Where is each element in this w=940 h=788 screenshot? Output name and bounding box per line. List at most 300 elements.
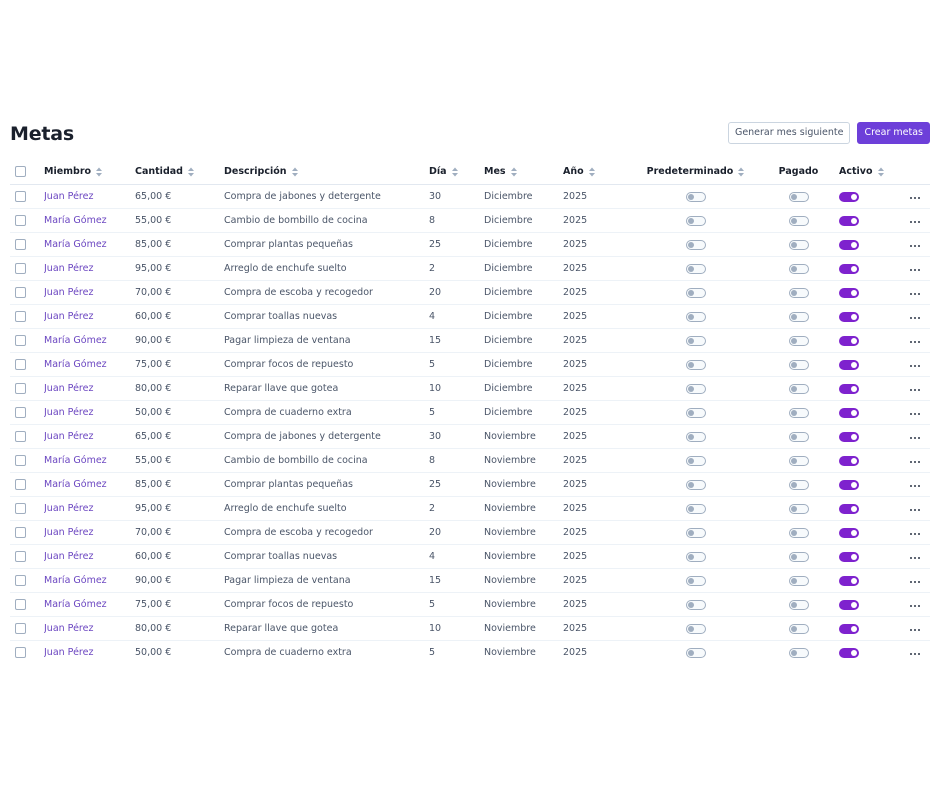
toggle-knob <box>791 626 797 632</box>
default-toggle[interactable] <box>686 336 706 346</box>
amount-cell: 60,00 € <box>135 545 224 569</box>
toggle-knob <box>688 578 694 584</box>
day-cell: 5 <box>429 353 484 377</box>
default-toggle[interactable] <box>686 480 706 490</box>
row-checkbox[interactable] <box>15 431 26 442</box>
more-horizontal-icon[interactable] <box>909 503 921 514</box>
amount-cell: 60,00 € <box>135 305 224 329</box>
more-horizontal-icon[interactable] <box>909 575 921 586</box>
active-toggle[interactable] <box>839 504 859 514</box>
paid-toggle[interactable] <box>789 240 809 250</box>
member-cell <box>44 425 135 449</box>
paid-toggle[interactable] <box>789 336 809 346</box>
row-select-cell <box>10 401 44 425</box>
amount-cell: 55,00 € <box>135 449 224 473</box>
day-cell: 25 <box>429 233 484 257</box>
sort-icon[interactable] <box>588 167 596 177</box>
actions-cell <box>900 593 930 617</box>
active-toggle[interactable] <box>839 624 859 634</box>
default-cell <box>624 449 768 473</box>
actions-cell <box>900 353 930 377</box>
default-cell <box>624 353 768 377</box>
default-toggle[interactable] <box>686 456 706 466</box>
amount-cell: 90,00 € <box>135 329 224 353</box>
active-cell <box>829 377 900 401</box>
member-link[interactable]: Juan Pérez <box>44 383 94 394</box>
more-horizontal-icon[interactable] <box>909 287 921 298</box>
active-cell <box>829 449 900 473</box>
member-link[interactable]: Juan Pérez <box>44 407 94 418</box>
month-cell: Noviembre <box>484 617 563 641</box>
day-cell: 2 <box>429 257 484 281</box>
member-cell <box>44 329 135 353</box>
paid-toggle[interactable] <box>789 408 809 418</box>
column-header-activo[interactable]: Activo <box>829 159 900 185</box>
more-horizontal-icon[interactable] <box>909 455 921 466</box>
table-body <box>10 185 930 665</box>
toggle-knob <box>851 362 857 368</box>
paid-toggle[interactable] <box>789 624 809 634</box>
toggle-knob <box>791 578 797 584</box>
more-horizontal-icon[interactable] <box>909 431 921 442</box>
year-cell: 2025 <box>563 545 624 569</box>
table-row <box>10 425 930 449</box>
toggle-knob <box>791 458 797 464</box>
default-toggle[interactable] <box>686 384 706 394</box>
active-toggle[interactable] <box>839 408 859 418</box>
create-goals-button[interactable]: Crear metas <box>857 122 930 144</box>
row-select-cell <box>10 257 44 281</box>
toggle-knob <box>688 506 694 512</box>
default-cell <box>624 401 768 425</box>
default-toggle[interactable] <box>686 216 706 226</box>
member-link[interactable]: María Gómez <box>44 239 107 250</box>
row-checkbox[interactable] <box>15 239 26 250</box>
row-checkbox[interactable] <box>15 287 26 298</box>
more-horizontal-icon[interactable] <box>909 551 921 562</box>
year-cell: 2025 <box>563 233 624 257</box>
default-cell <box>624 545 768 569</box>
description-cell: Compra de cuaderno extra <box>224 647 352 658</box>
toggle-knob <box>851 482 857 488</box>
month-cell: Noviembre <box>484 497 563 521</box>
day-cell: 5 <box>429 647 436 658</box>
more-horizontal-icon[interactable] <box>909 263 921 274</box>
sort-icon[interactable] <box>291 167 299 177</box>
select-all-checkbox[interactable] <box>15 166 26 177</box>
paid-toggle[interactable] <box>789 288 809 298</box>
year-cell: 2025 <box>563 401 624 425</box>
paid-cell <box>768 281 829 305</box>
active-cell <box>829 353 900 377</box>
default-toggle[interactable] <box>686 432 706 442</box>
paid-cell <box>768 593 829 617</box>
actions-cell <box>900 281 930 305</box>
toggle-knob <box>688 314 694 320</box>
table-row <box>10 185 930 209</box>
toggle-knob <box>688 458 694 464</box>
default-toggle[interactable] <box>686 552 706 562</box>
more-horizontal-icon[interactable] <box>909 599 921 610</box>
table-row <box>10 497 930 521</box>
active-cell <box>829 521 900 545</box>
column-header-anio[interactable]: Año <box>563 159 624 185</box>
default-cell <box>624 593 768 617</box>
toggle-knob <box>851 194 857 200</box>
active-toggle[interactable] <box>839 576 859 586</box>
member-link[interactable]: Juan Pérez <box>44 191 94 202</box>
sort-icon[interactable] <box>95 167 103 177</box>
member-link[interactable]: María Gómez <box>44 479 107 490</box>
row-checkbox[interactable] <box>15 335 26 346</box>
paid-toggle[interactable] <box>789 192 809 202</box>
year-cell: 2025 <box>563 449 624 473</box>
toggle-knob <box>688 530 694 536</box>
toggle-knob <box>851 578 857 584</box>
active-toggle[interactable] <box>839 288 859 298</box>
member-link[interactable]: María Gómez <box>44 215 107 226</box>
member-cell <box>44 305 135 329</box>
default-toggle[interactable] <box>686 648 706 658</box>
default-toggle[interactable] <box>686 600 706 610</box>
toggle-knob <box>851 530 857 536</box>
row-select-cell <box>10 545 44 569</box>
more-horizontal-icon[interactable] <box>909 215 921 226</box>
page-container <box>10 122 930 664</box>
row-checkbox[interactable] <box>15 647 26 658</box>
toggle-knob <box>688 410 694 416</box>
row-select-cell <box>10 281 44 305</box>
column-header-mes[interactable]: Mes <box>484 159 563 185</box>
table-row <box>10 401 930 425</box>
generate-next-month-button[interactable]: Generar mes siguiente <box>728 122 851 144</box>
more-horizontal-icon[interactable] <box>909 359 921 370</box>
active-toggle[interactable] <box>839 264 859 274</box>
active-cell <box>829 401 900 425</box>
active-toggle[interactable] <box>839 456 859 466</box>
member-link[interactable]: Juan Pérez <box>44 647 94 658</box>
row-select-cell <box>10 497 44 521</box>
paid-cell <box>768 209 829 233</box>
active-cell <box>829 257 900 281</box>
sort-icon[interactable] <box>510 167 518 177</box>
toggle-knob <box>688 386 694 392</box>
more-horizontal-icon[interactable] <box>909 239 921 250</box>
toggle-knob <box>851 314 857 320</box>
default-toggle[interactable] <box>686 288 706 298</box>
day-cell: 2 <box>429 497 484 521</box>
paid-toggle[interactable] <box>789 552 809 562</box>
default-toggle[interactable] <box>686 528 706 538</box>
description-cell: Reparar llave que gotea <box>224 377 429 401</box>
member-link[interactable]: Juan Pérez <box>44 311 94 322</box>
day-cell: 8 <box>429 209 484 233</box>
default-cell <box>624 617 768 641</box>
month-cell: Noviembre <box>484 545 563 569</box>
default-toggle[interactable] <box>686 360 706 370</box>
actions-cell <box>900 545 930 569</box>
more-horizontal-icon[interactable] <box>909 479 921 490</box>
member-link[interactable]: María Gómez <box>44 359 107 370</box>
paid-cell <box>768 305 829 329</box>
day-cell: 30 <box>429 425 484 449</box>
more-horizontal-icon[interactable] <box>909 311 921 322</box>
default-toggle[interactable] <box>686 192 706 202</box>
description-cell: Compra de cuaderno extra <box>224 401 429 425</box>
sort-icon[interactable] <box>187 167 195 177</box>
member-cell <box>44 257 135 281</box>
toggle-knob <box>851 554 857 560</box>
default-toggle[interactable] <box>686 240 706 250</box>
month-cell: Noviembre <box>484 647 536 658</box>
active-toggle[interactable] <box>839 192 859 202</box>
amount-cell: 50,00 € <box>135 401 224 425</box>
paid-toggle[interactable] <box>789 576 809 586</box>
member-link[interactable]: Juan Pérez <box>44 623 94 634</box>
description-cell: Cambio de bombillo de cocina <box>224 209 429 233</box>
sort-icon[interactable] <box>737 167 745 177</box>
column-header-pagado: Pagado <box>768 159 829 185</box>
active-toggle[interactable] <box>839 216 859 226</box>
column-header-cantidad[interactable]: Cantidad <box>135 159 224 185</box>
row-checkbox[interactable] <box>15 551 26 562</box>
row-select-cell <box>10 521 44 545</box>
row-select-cell <box>10 473 44 497</box>
member-cell <box>44 185 135 209</box>
row-checkbox[interactable] <box>15 455 26 466</box>
toggle-knob <box>791 314 797 320</box>
amount-cell: 95,00 € <box>135 497 224 521</box>
description-cell: Compra de jabones y detergente <box>224 185 429 209</box>
default-toggle[interactable] <box>686 576 706 586</box>
row-checkbox[interactable] <box>15 407 26 418</box>
active-cell <box>829 569 900 593</box>
default-toggle[interactable] <box>686 504 706 514</box>
page-header <box>10 122 930 146</box>
paid-cell <box>768 401 829 425</box>
member-cell <box>44 401 135 425</box>
actions-cell <box>900 329 930 353</box>
paid-cell <box>768 233 829 257</box>
paid-cell <box>768 617 829 641</box>
more-horizontal-icon[interactable] <box>909 407 921 418</box>
day-cell: 15 <box>429 569 484 593</box>
row-checkbox[interactable] <box>15 503 26 514</box>
row-checkbox[interactable] <box>15 623 26 634</box>
member-link[interactable]: María Gómez <box>44 599 107 610</box>
toggle-knob <box>791 602 797 608</box>
day-cell: 20 <box>429 521 484 545</box>
month-cell: Noviembre <box>484 593 563 617</box>
paid-toggle[interactable] <box>789 528 809 538</box>
table-row <box>10 353 930 377</box>
row-checkbox[interactable] <box>15 215 26 226</box>
row-select-cell <box>10 305 44 329</box>
default-toggle[interactable] <box>686 264 706 274</box>
toggle-knob <box>791 218 797 224</box>
actions-cell <box>900 305 930 329</box>
toggle-knob <box>791 386 797 392</box>
active-toggle[interactable] <box>839 648 859 658</box>
row-checkbox[interactable] <box>15 311 26 322</box>
row-checkbox[interactable] <box>15 359 26 370</box>
description-cell: Arreglo de enchufe suelto <box>224 497 429 521</box>
toggle-knob <box>688 482 694 488</box>
row-select-cell <box>10 233 44 257</box>
default-cell <box>624 233 768 257</box>
toggle-knob <box>791 482 797 488</box>
more-horizontal-icon[interactable] <box>909 335 921 346</box>
actions-cell <box>900 569 930 593</box>
year-cell: 2025 <box>563 185 624 209</box>
paid-toggle[interactable] <box>789 312 809 322</box>
more-horizontal-icon[interactable] <box>909 191 921 202</box>
active-toggle[interactable] <box>839 528 859 538</box>
member-link[interactable]: Juan Pérez <box>44 263 94 274</box>
paid-cell <box>768 473 829 497</box>
row-checkbox[interactable] <box>15 479 26 490</box>
goals-table <box>10 159 930 664</box>
member-cell <box>44 377 135 401</box>
sort-icon[interactable] <box>877 167 885 177</box>
paid-toggle[interactable] <box>789 600 809 610</box>
member-link[interactable]: María Gómez <box>44 575 107 586</box>
row-checkbox[interactable] <box>15 527 26 538</box>
table-row <box>10 209 930 233</box>
actions-cell <box>900 641 930 665</box>
row-checkbox[interactable] <box>15 191 26 202</box>
select-all-cell <box>10 159 44 185</box>
paid-toggle[interactable] <box>789 480 809 490</box>
member-link[interactable]: Juan Pérez <box>44 551 94 562</box>
toggle-knob <box>851 602 857 608</box>
toggle-knob <box>688 290 694 296</box>
amount-cell: 75,00 € <box>135 593 224 617</box>
paid-cell <box>768 329 829 353</box>
description-cell: Comprar focos de repuesto <box>224 593 429 617</box>
member-link[interactable]: María Gómez <box>44 335 107 346</box>
actions-cell <box>900 209 930 233</box>
row-checkbox[interactable] <box>15 599 26 610</box>
actions-cell <box>900 425 930 449</box>
day-cell: 25 <box>429 473 484 497</box>
active-toggle[interactable] <box>839 480 859 490</box>
default-cell <box>624 257 768 281</box>
toggle-knob <box>688 650 694 656</box>
row-checkbox[interactable] <box>15 575 26 586</box>
default-cell <box>624 497 768 521</box>
paid-cell <box>768 449 829 473</box>
column-header-descripcion[interactable]: Descripción <box>224 159 429 185</box>
toggle-knob <box>851 218 857 224</box>
paid-toggle[interactable] <box>789 432 809 442</box>
month-cell: Diciembre <box>484 353 563 377</box>
paid-toggle[interactable] <box>789 648 809 658</box>
more-horizontal-icon[interactable] <box>909 527 921 538</box>
toggle-knob <box>851 242 857 248</box>
member-cell <box>44 209 135 233</box>
active-toggle[interactable] <box>839 240 859 250</box>
paid-toggle[interactable] <box>789 384 809 394</box>
actions-cell <box>900 521 930 545</box>
member-link[interactable]: Juan Pérez <box>44 503 94 514</box>
amount-cell: 85,00 € <box>135 233 224 257</box>
column-header-predeterminado[interactable]: Predeterminado <box>624 159 768 185</box>
toggle-knob <box>688 338 694 344</box>
member-cell <box>44 641 135 665</box>
description-cell: Comprar focos de repuesto <box>224 353 429 377</box>
toggle-knob <box>791 506 797 512</box>
row-select-cell <box>10 209 44 233</box>
description-cell: Compra de escoba y recogedor <box>224 281 429 305</box>
sort-icon[interactable] <box>451 167 459 177</box>
active-cell <box>829 593 900 617</box>
toggle-knob <box>688 626 694 632</box>
row-checkbox[interactable] <box>15 383 26 394</box>
member-link[interactable]: Juan Pérez <box>44 431 94 442</box>
column-header-dia[interactable]: Día <box>429 159 484 185</box>
description-cell: Pagar limpieza de ventana <box>224 569 429 593</box>
amount-cell: 80,00 € <box>135 377 224 401</box>
year-cell: 2025 <box>563 497 624 521</box>
active-toggle[interactable] <box>839 336 859 346</box>
description-cell: Cambio de bombillo de cocina <box>224 449 429 473</box>
paid-toggle[interactable] <box>789 504 809 514</box>
month-cell: Diciembre <box>484 377 563 401</box>
default-cell <box>624 521 768 545</box>
row-checkbox[interactable] <box>15 263 26 274</box>
more-horizontal-icon[interactable] <box>909 623 921 634</box>
more-horizontal-icon[interactable] <box>909 647 921 658</box>
active-toggle[interactable] <box>839 312 859 322</box>
paid-toggle[interactable] <box>789 216 809 226</box>
actions-cell <box>900 257 930 281</box>
default-toggle[interactable] <box>686 408 706 418</box>
table-row <box>10 473 930 497</box>
month-cell: Noviembre <box>484 521 563 545</box>
year-cell: 2025 <box>563 305 624 329</box>
member-cell <box>44 233 135 257</box>
active-toggle[interactable] <box>839 384 859 394</box>
member-cell <box>44 353 135 377</box>
default-toggle[interactable] <box>686 624 706 634</box>
toggle-knob <box>791 338 797 344</box>
paid-toggle[interactable] <box>789 264 809 274</box>
year-cell: 2025 <box>563 647 588 658</box>
default-toggle[interactable] <box>686 312 706 322</box>
toggle-knob <box>851 458 857 464</box>
member-link[interactable]: Juan Pérez <box>44 287 94 298</box>
row-select-cell <box>10 569 44 593</box>
toggle-knob <box>688 554 694 560</box>
month-cell: Noviembre <box>484 473 563 497</box>
year-cell: 2025 <box>563 593 624 617</box>
active-toggle[interactable] <box>839 360 859 370</box>
member-link[interactable]: Juan Pérez <box>44 527 94 538</box>
column-header-miembro[interactable]: Miembro <box>44 159 135 185</box>
day-cell: 4 <box>429 545 484 569</box>
active-toggle[interactable] <box>839 552 859 562</box>
paid-toggle[interactable] <box>789 456 809 466</box>
active-toggle[interactable] <box>839 600 859 610</box>
more-horizontal-icon[interactable] <box>909 383 921 394</box>
member-link[interactable]: María Gómez <box>44 455 107 466</box>
active-toggle[interactable] <box>839 432 859 442</box>
paid-toggle[interactable] <box>789 360 809 370</box>
toggle-knob <box>688 362 694 368</box>
day-cell: 4 <box>429 305 484 329</box>
paid-cell <box>768 353 829 377</box>
